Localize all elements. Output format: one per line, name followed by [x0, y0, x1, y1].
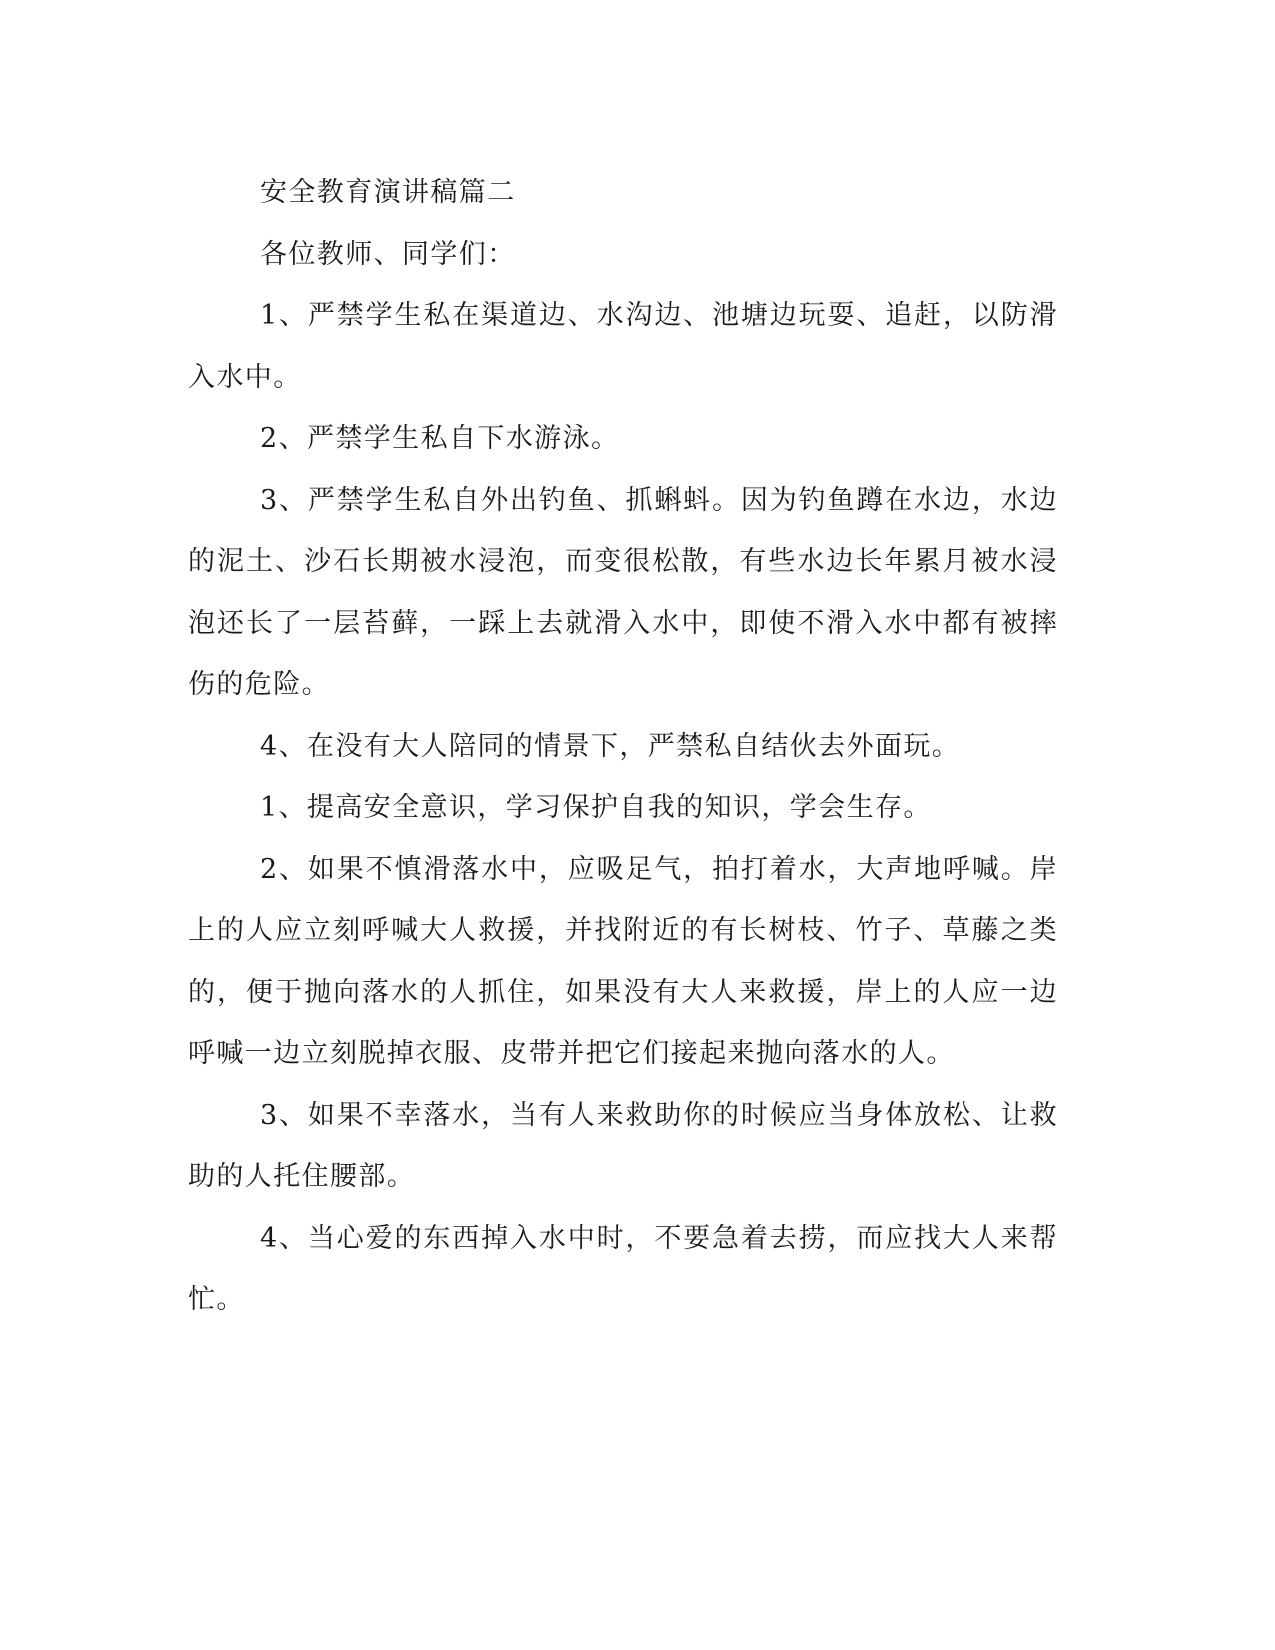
paragraph: 4、在没有大人陪同的情景下，严禁私自结伙去外面玩。	[260, 730, 961, 762]
paragraph: 2、严禁学生私自下水游泳。	[260, 423, 620, 454]
document-body	[188, 162, 1058, 1331]
document-title: 安全教育演讲稿篇二	[260, 177, 516, 208]
paragraph: 1、严禁学生私在渠道边、水沟边、池塘边玩耍、追赶，以防滑入水中。	[188, 300, 1058, 393]
paragraph: 3、严禁学生私自外出钓鱼、抓蝌蚪。因为钓鱼蹲在水边，水边的泥土、沙石长期被水浸泡，而变很松散，有些水边长年累月被水浸泡还长了一层苔藓，一踩上去就滑入水中，即使不滑入水中都有被摔伤的危险。	[188, 484, 1058, 700]
paragraph: 2、如果不慎滑落水中，应吸足气，拍打着水，大声地呼喊。岸上的人应立刻呼喊大人救援，并找附近的有长树枝、竹子、草藤之类的，便于抛向落水的人抓住，如果没有大人来救援，岸上的人应一边呼喊一边立刻脱掉衣服、皮带并把它们接起来抛向落水的人。	[188, 853, 1058, 1069]
paragraph: 4、当心爱的东西掉入水中时，不要急着去捞，而应找大人来帮忙。	[188, 1222, 1058, 1315]
greeting: 各位教师、同学们：	[260, 238, 516, 270]
paragraph: 1、提高安全意识，学习保护自我的知识，学会生存。	[260, 792, 932, 823]
paragraph: 3、如果不幸落水，当有人来救助你的时候应当身体放松、让救助的人托住腰部。	[188, 1099, 1058, 1192]
